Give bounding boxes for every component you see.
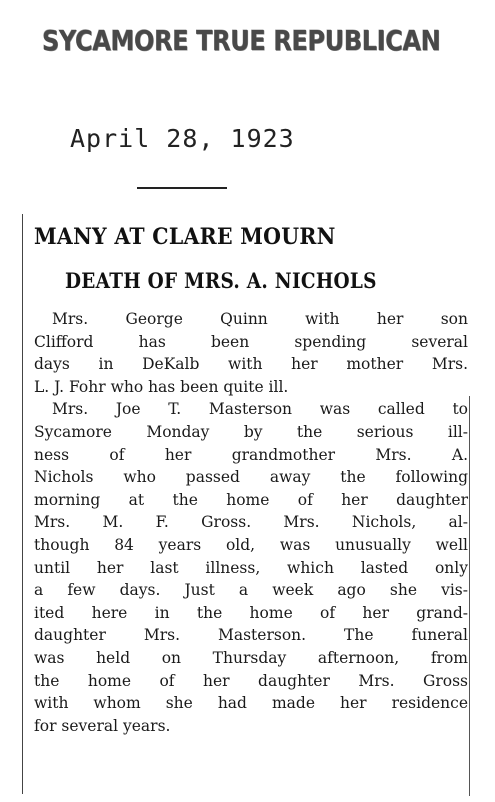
text-line: Clifford has been spending several — [34, 332, 468, 351]
text-line: the home of her daughter Mrs. Gross — [34, 671, 468, 690]
article-body — [34, 308, 468, 737]
article-headline: MANY AT CLARE MOURN — [34, 224, 336, 250]
text-line: a few days. Just a week ago she vis- — [34, 581, 468, 600]
text-line: daughter Mrs. Masterson. The funeral — [34, 626, 468, 645]
text-line: for several years. — [34, 716, 171, 735]
text-line: was held on Thursday afternoon, from — [34, 648, 468, 667]
text-line: Mrs. George Quinn with her son — [52, 310, 468, 328]
newspaper-masthead-stamp: SYCAMORE TRUE REPUBLICAN — [42, 24, 441, 57]
text-line: morning at the home of her daughter — [34, 490, 468, 509]
text-line: Mrs. Joe T. Masterson was called to — [52, 400, 468, 419]
text-line: Nichols who passed away the following — [34, 468, 468, 487]
text-line: Sycamore Monday by the serious ill- — [34, 422, 468, 441]
publication-date: April 28, 1923 — [70, 124, 295, 153]
text-line: Mrs. M. F. Gross. Mrs. Nichols, al- — [34, 513, 468, 532]
text-line: until her last illness, which lasted only — [34, 558, 468, 577]
clipping-left-edge — [22, 214, 23, 794]
text-line: days in DeKalb with her mother Mrs. — [34, 355, 468, 374]
text-line: ness of her grandmother Mrs. A. — [34, 445, 468, 464]
text-line: with whom she had made her residence — [34, 694, 468, 713]
article-subheadline: DEATH OF MRS. A. NICHOLS — [65, 268, 377, 293]
paragraph-nichols — [34, 398, 468, 737]
news-clipping — [22, 206, 474, 802]
clipping-right-edge — [469, 396, 470, 796]
divider-rule — [137, 187, 227, 189]
text-line: though 84 years old, was unusually well — [34, 535, 468, 554]
text-line: L. J. Fohr who has been quite ill. — [34, 377, 289, 396]
paragraph-quinn — [34, 308, 468, 398]
text-line: ited here in the home of her grand- — [34, 603, 468, 622]
